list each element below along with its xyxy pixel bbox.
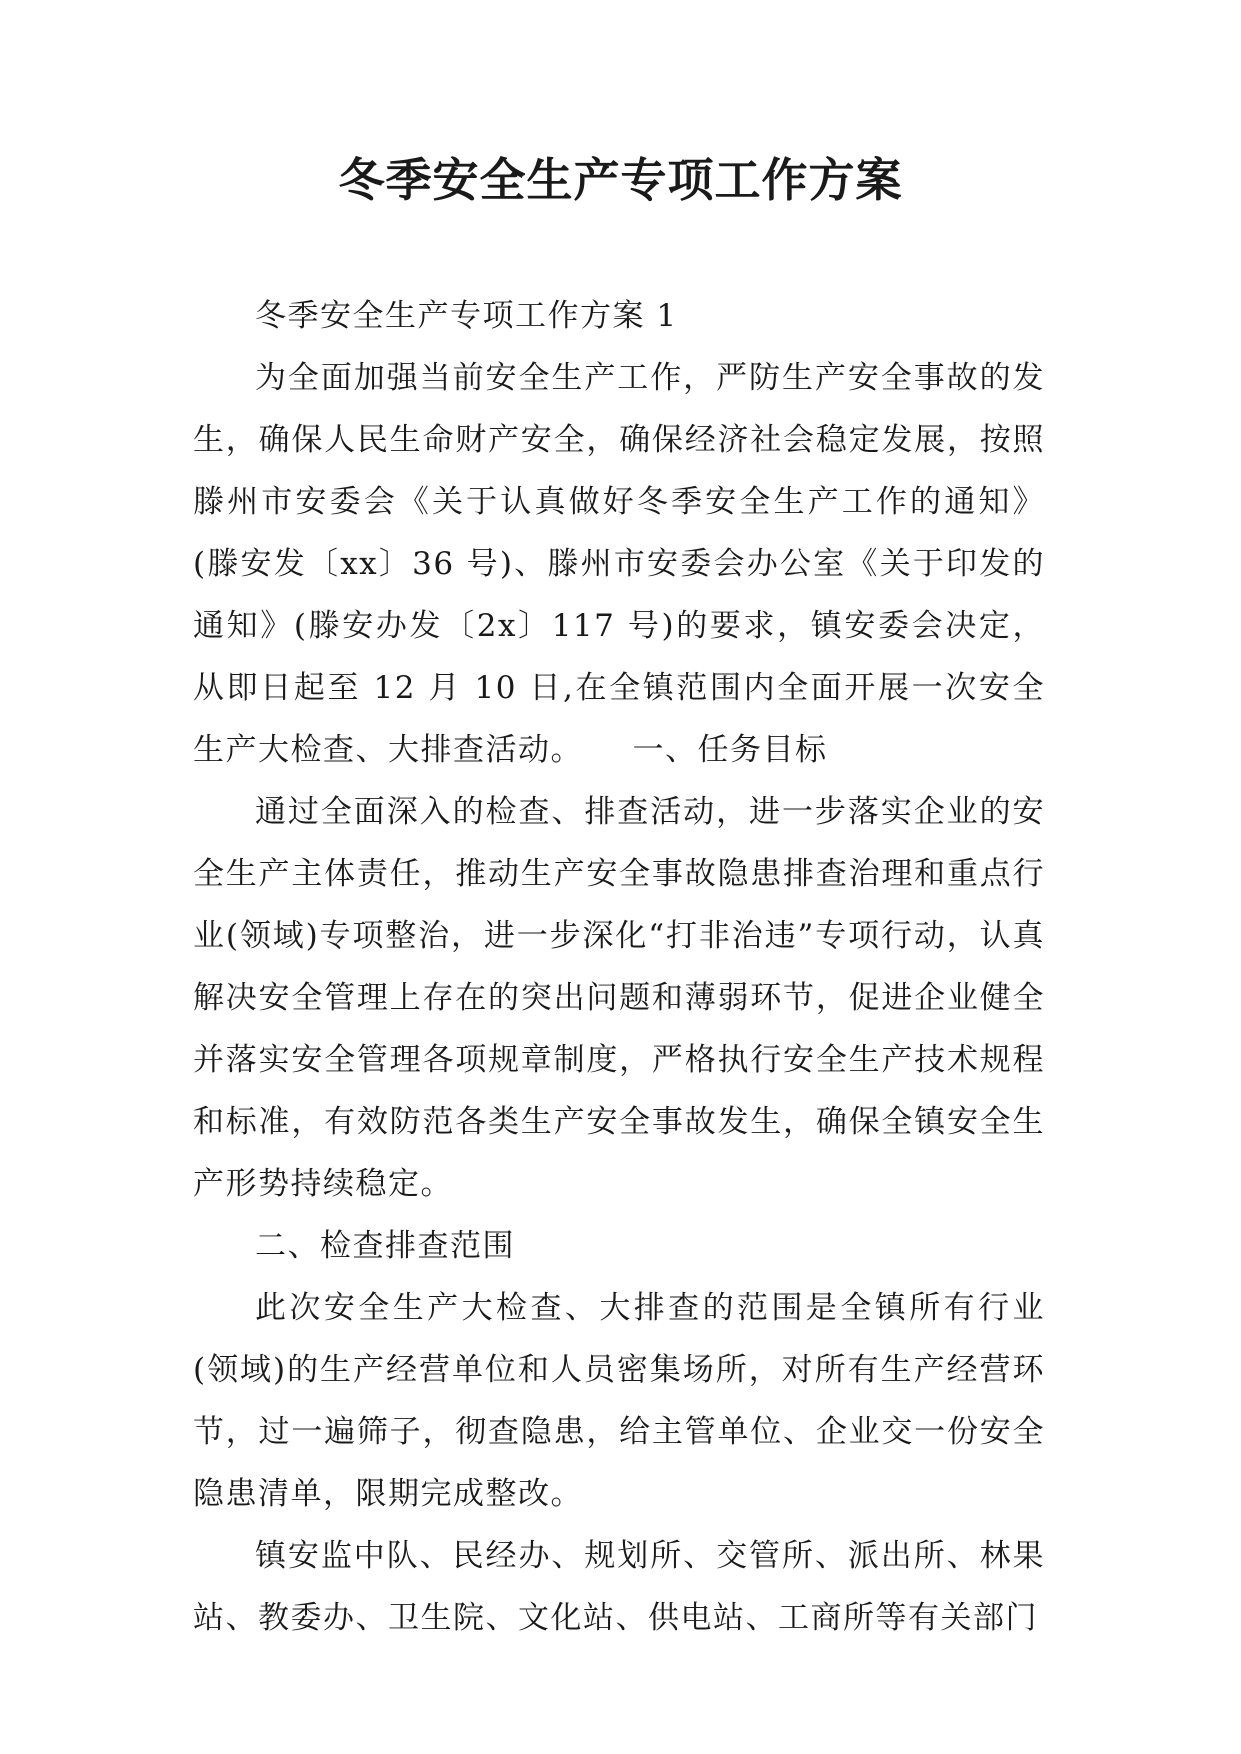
section-heading-scope: 二、检查排查范围 [255,1228,515,1264]
paragraph-departments: 镇安监中队、民经办、规划所、交管所、派出所、林果站、教委办、卫生院、文化站、供电站、工商所等有关部门 [193,1538,1045,1636]
paragraph-objectives: 通过全面深入的检查、排查活动，进一步落实企业的安全生产主体责任，推动生产安全事故隐患排查治理和重点行业(领域)专项整治，进一步深化“打非治违”专项行动，认真解决安全管理上存在的突出问题和薄弱环节，促进企业健全并落实安全管理各项规章制度，严格执行安全生产技术规程和标准，有效防范各类生产安全事故发生，确保全镇安全生产形势持续稳定。 [193,794,1045,1202]
document-body [193,285,1045,1649]
paragraph-subtitle: 冬季安全生产专项工作方案 1 [255,298,678,334]
document-title: 冬季安全生产专项工作方案 [338,153,903,207]
paragraph-scope: 此次安全生产大检查、大排查的范围是全镇所有行业(领域)的生产经营单位和人员密集场所，对所有生产经营环节，过一遍筛子，彻查隐患，给主管单位、企业交一份安全隐患清单，限期完成整改。 [193,1290,1045,1512]
paragraph-intro: 为全面加强当前安全生产工作，严防生产安全事故的发生，确保人民生命财产安全，确保经济社会稳定发展，按照滕州市安委会《关于认真做好冬季安全生产工作的通知》(滕安发〔xx〕36 号)、滕州市安委会办公室《关于印发的通知》(滕安办发〔2x〕117 号)的要求，镇安委会决定，从即日起至 12 月 10 日,在全镇范围内全面开展一次安全生产大检查、大排查活动。 一、任务目标 [193,360,1045,768]
